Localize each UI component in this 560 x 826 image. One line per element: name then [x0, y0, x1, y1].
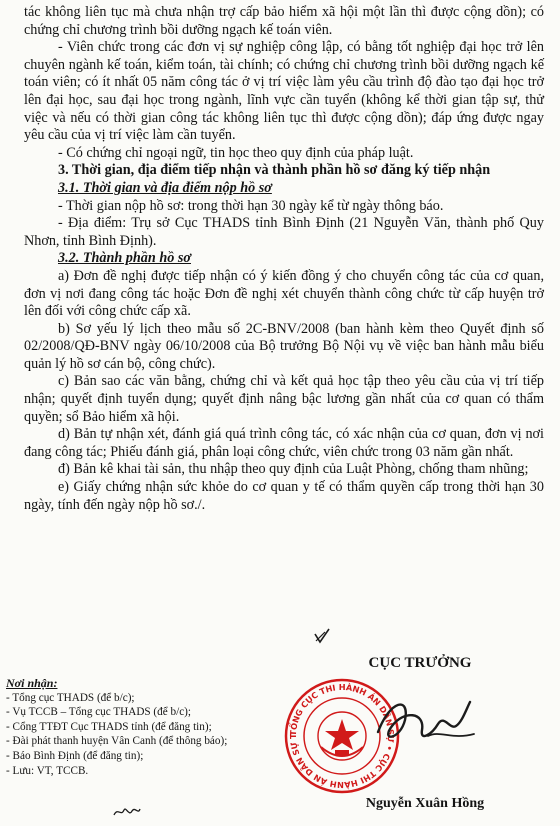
- paragraph: b) Sơ yếu lý lịch theo mẫu số 2C-BNV/2008 (ban hành kèm theo Quyết định số 02/2008/QĐ-BNV ngày 06/10/2008 của Bộ trưởng Bộ Nội vụ về việc ban hành mẫu biểu quản lý hồ sơ cán bộ, công chức).: [24, 320, 544, 372]
- paragraph: a) Đơn đề nghị được tiếp nhận có ý kiến đồng ý cho chuyển công tác của cơ quan, đơn vị nơi đang công tác hoặc Đơn đề nghị xét chuyển thành công chức từ cấp huyện trở lên đối với công chức cấp xã.: [24, 267, 544, 320]
- handwritten-signature: [370, 690, 480, 755]
- recipient-item: - Vụ TCCB – Tổng cục THADS (để b/c);: [6, 706, 191, 719]
- recipients-block: [6, 676, 286, 778]
- recipient-item: - Cổng TTĐT Cục THADS tỉnh (để đăng tin);: [6, 720, 212, 733]
- paragraph: d) Bản tự nhận xét, đánh giá quá trình công tác, có xác nhận của cơ quan, đơn vị nơi đang công tác; Phiếu đánh giá, phân loại công chức, viên chức trong 03 năm gần nhất.: [24, 426, 544, 460]
- recipients-label: Nơi nhận:: [6, 676, 58, 690]
- paragraph: - Có chứng chỉ ngoại ngữ, tin học theo quy định của pháp luật.: [58, 144, 414, 161]
- paragraph: - Thời gian nộp hồ sơ: trong thời hạn 30 ngày kể từ ngày thông báo.: [58, 197, 444, 214]
- paragraph: - Địa điểm: Trụ sở Cục THADS tỉnh Bình Định (21 Nguyễn Văn, thành phố Quy Nhơn, tỉnh Bình Định).: [24, 215, 544, 249]
- emblem-icon: [318, 712, 366, 760]
- recipient-item: - Tổng cục THADS (để b/c);: [6, 691, 135, 704]
- subsection-heading: 3.1. Thời gian và địa điểm nộp hồ sơ: [58, 179, 272, 196]
- initials-scribble: [112, 805, 142, 819]
- recipient-item: - Báo Bình Định (để đăng tin);: [6, 749, 144, 762]
- recipient-item: - Đài phát thanh huyện Vân Canh (để thông báo);: [6, 735, 228, 748]
- paragraph: đ) Bản kê khai tài sản, thu nhập theo quy định của Luật Phòng, chống tham nhũng;: [58, 461, 529, 478]
- handwritten-mark: [313, 628, 331, 644]
- subsection-heading: 3.2. Thành phần hồ sơ: [58, 250, 191, 267]
- paragraph: - Viên chức trong các đơn vị sự nghiệp công lập, có bằng tốt nghiệp đại học trở lên chuyên ngành kế toán, kiểm toán, tài chính; có chứng chỉ chương trình bồi dưỡng ngạch kế toán viên; có ít nhất 05 năm công tác ở vị trí việc làm yêu cầu trình độ đào tạo đại học trở lên đại học, sau đại học trong ngành, lĩnh vực cần tuyển (không kể thời gian tập sự, thử việc và nếu có thời gian công tác không liên tục thì được cộng dồn); đáp ứng được ngay yêu cầu của vị trí việc làm cần tuyển.: [24, 39, 544, 144]
- recipient-item: - Lưu: VT, TCCB.: [6, 764, 89, 777]
- section-heading: 3. Thời gian, địa điểm tiếp nhận và thành phần hồ sơ đăng ký tiếp nhận: [58, 162, 491, 179]
- paragraph: c) Bản sao các văn bằng, chứng chỉ và kết quả học tập theo yêu cầu của vị trí tiếp nhận; quyết định tuyển dụng; quyết định nâng bậc lương gần nhất của cơ quan có thẩm quyền; sổ Bảo hiểm xã hội.: [24, 373, 544, 425]
- signer-name: Nguyễn Xuân Hồng: [365, 796, 485, 811]
- document-body: [24, 4, 544, 514]
- paragraph: tác không liên tục mà chưa nhận trợ cấp bảo hiểm xã hội một lần thì được cộng dồn); có chứng chỉ chương trình bồi dưỡng ngạch kế toán viên.: [24, 4, 544, 38]
- signer-title: CỤC TRƯỞNG: [368, 655, 472, 671]
- seal-text: TỔNG CỤC THI HÀNH ÁN DÂN SỰ • CỤC THI HÀNH ÁN DÂN SỰ T: [287, 681, 397, 791]
- paragraph: e) Giấy chứng nhận sức khỏe do cơ quan y tế có thẩm quyền cấp trong thời hạn 30 ngày, tính đến ngày nộp hồ sơ./.: [24, 479, 544, 513]
